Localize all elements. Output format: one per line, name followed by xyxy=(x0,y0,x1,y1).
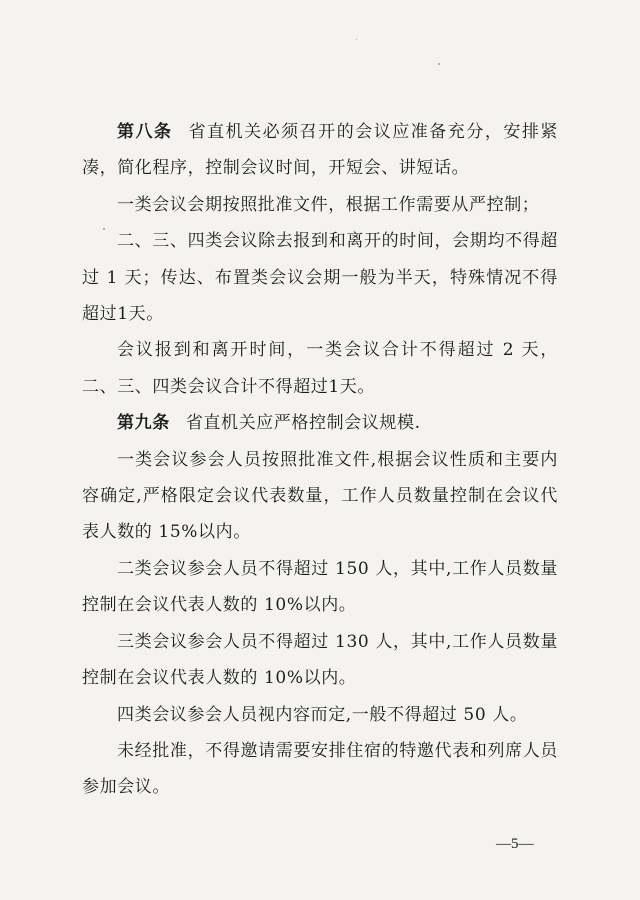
article-8-text: 省直机关必须召开的会议应准备充分，安排紧凑，简化程序，控制会议时间，开短会、讲短话。 xyxy=(82,122,558,179)
paragraph: 一类会议参会人员按照批准文件,根据会议性质和主要内容确定,严格限定会议代表数量，工作人员数量控制在会议代表人数的 15%以内。 xyxy=(82,449,558,543)
article-9-text: 省直机关应严格控制会议规模. xyxy=(185,413,421,434)
scan-speck xyxy=(356,39,357,40)
paragraph: 未经批准，不得邀请需要安排住宿的特邀代表和列席人员参加会议。 xyxy=(82,740,558,798)
paragraph: 三类会议参会人员不得超过 130 人，其中,工作人员数量控制在会议代表人数的 10%以内。 xyxy=(82,631,558,689)
page-number: —5— xyxy=(496,836,534,852)
article-8-heading: 第八条 xyxy=(117,122,173,142)
scan-speck xyxy=(438,63,440,65)
paragraph: 会议报到和离开时间，一类会议合计不得超过 2 天，二、三、四类会议合计不得超过1天。 xyxy=(82,340,558,397)
paragraph: 二类会议参会人员不得超过 150 人，其中,工作人员数量控制在会议代表人数的 10%以内。 xyxy=(82,558,558,616)
article-9-heading: 第九条 xyxy=(117,413,170,434)
paragraph: 一类会议会期按照批准文件，根据工作需要从严控制； xyxy=(117,194,540,215)
article-9-paragraph xyxy=(82,405,558,441)
paragraph: 二、三、四类会议除去报到和离开的时间，会期均不得超过 1 天；传达、布置类会议会期一般为半天，特殊情况不得超过1天。 xyxy=(82,231,558,325)
paragraph: 四类会议参会人员视内容而定,一般不得超过 50 人。 xyxy=(117,704,528,725)
article-8-paragraph xyxy=(82,114,558,187)
document-body xyxy=(82,114,558,806)
